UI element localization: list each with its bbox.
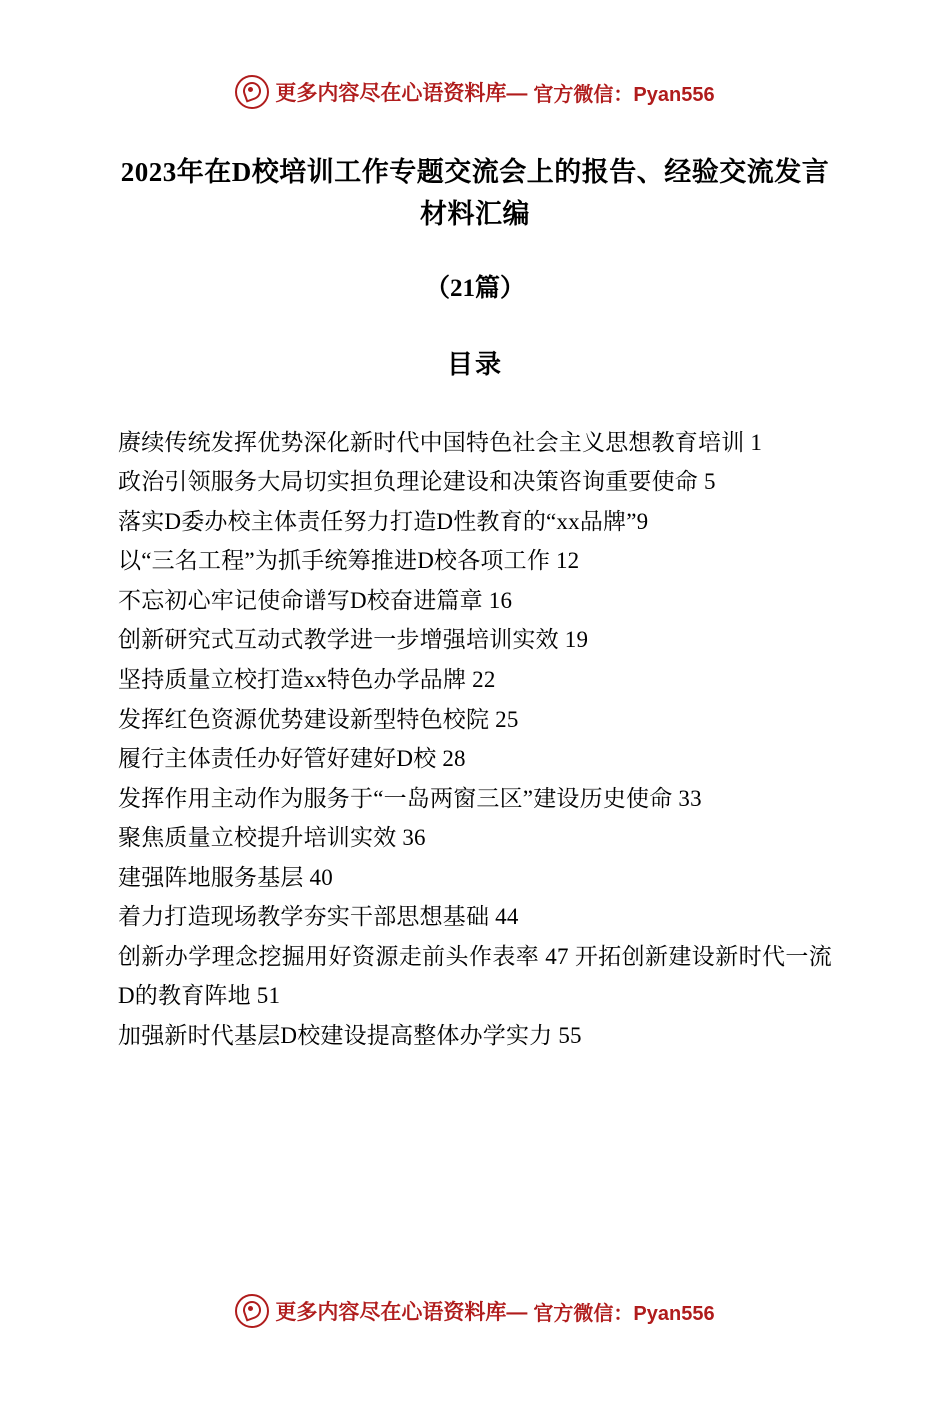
watermark-brand-text: 更多内容尽在心语资料库— <box>275 82 528 105</box>
document-subtitle: （21篇） <box>424 274 525 302</box>
list-item[interactable]: 发挥作用主动作为服务于“一岛两窗三区”建设历史使命 33 <box>118 785 702 811</box>
list-item[interactable]: 政治引领服务大局切实担负理论建设和决策咨询重要使命 5 <box>118 469 716 495</box>
table-of-contents <box>118 423 832 1056</box>
bird-logo-icon <box>235 1294 269 1328</box>
list-item[interactable]: 以“三名工程”为抓手统筹推进D校各项工作 12 <box>118 548 580 574</box>
watermark-contact-text: 官方微信：Pyan556 <box>533 83 715 106</box>
list-item[interactable]: 坚持质量立校打造xx特色办学品牌 22 <box>118 666 496 692</box>
list-item[interactable]: 着力打造现场教学夯实干部思想基础 44 <box>118 904 519 930</box>
watermark-contact-text: 官方微信：Pyan556 <box>533 1302 715 1325</box>
list-item[interactable]: 聚焦质量立校提升培训实效 36 <box>118 825 426 851</box>
list-item[interactable]: 赓续传统发挥优势深化新时代中国特色社会主义思想教育培训 1 <box>118 429 763 455</box>
toc-heading: 目录 <box>446 349 503 379</box>
list-item[interactable]: 履行主体责任办好管好建好D校 28 <box>118 746 466 772</box>
list-item[interactable]: 建强阵地服务基层 40 <box>118 864 333 890</box>
watermark-top <box>118 72 832 112</box>
watermark-brand-text: 更多内容尽在心语资料库— <box>275 1301 528 1324</box>
bird-logo-icon <box>235 75 269 109</box>
list-item[interactable]: 创新办学理念挖掘用好资源走前头作表率 47 开拓创新建设新时代一流D的教育阵地 51 <box>118 943 832 1009</box>
list-item[interactable]: 发挥红色资源优势建设新型特色校院 25 <box>118 706 519 732</box>
list-item[interactable]: 创新研究式互动式教学进一步增强培训实效 19 <box>118 627 589 653</box>
watermark-bottom <box>0 1291 950 1331</box>
page-title: 2023年在D校培训工作专题交流会上的报告、经验交流发言材料汇编 <box>120 157 830 229</box>
document-page <box>0 72 950 1416</box>
list-item[interactable]: 落实D委办校主体责任努力打造D性教育的“xx品牌”9 <box>118 508 649 534</box>
list-item[interactable]: 不忘初心牢记使命谱写D校奋进篇章 16 <box>118 587 513 613</box>
list-item[interactable]: 加强新时代基层D校建设提高整体办学实力 55 <box>118 1022 582 1048</box>
